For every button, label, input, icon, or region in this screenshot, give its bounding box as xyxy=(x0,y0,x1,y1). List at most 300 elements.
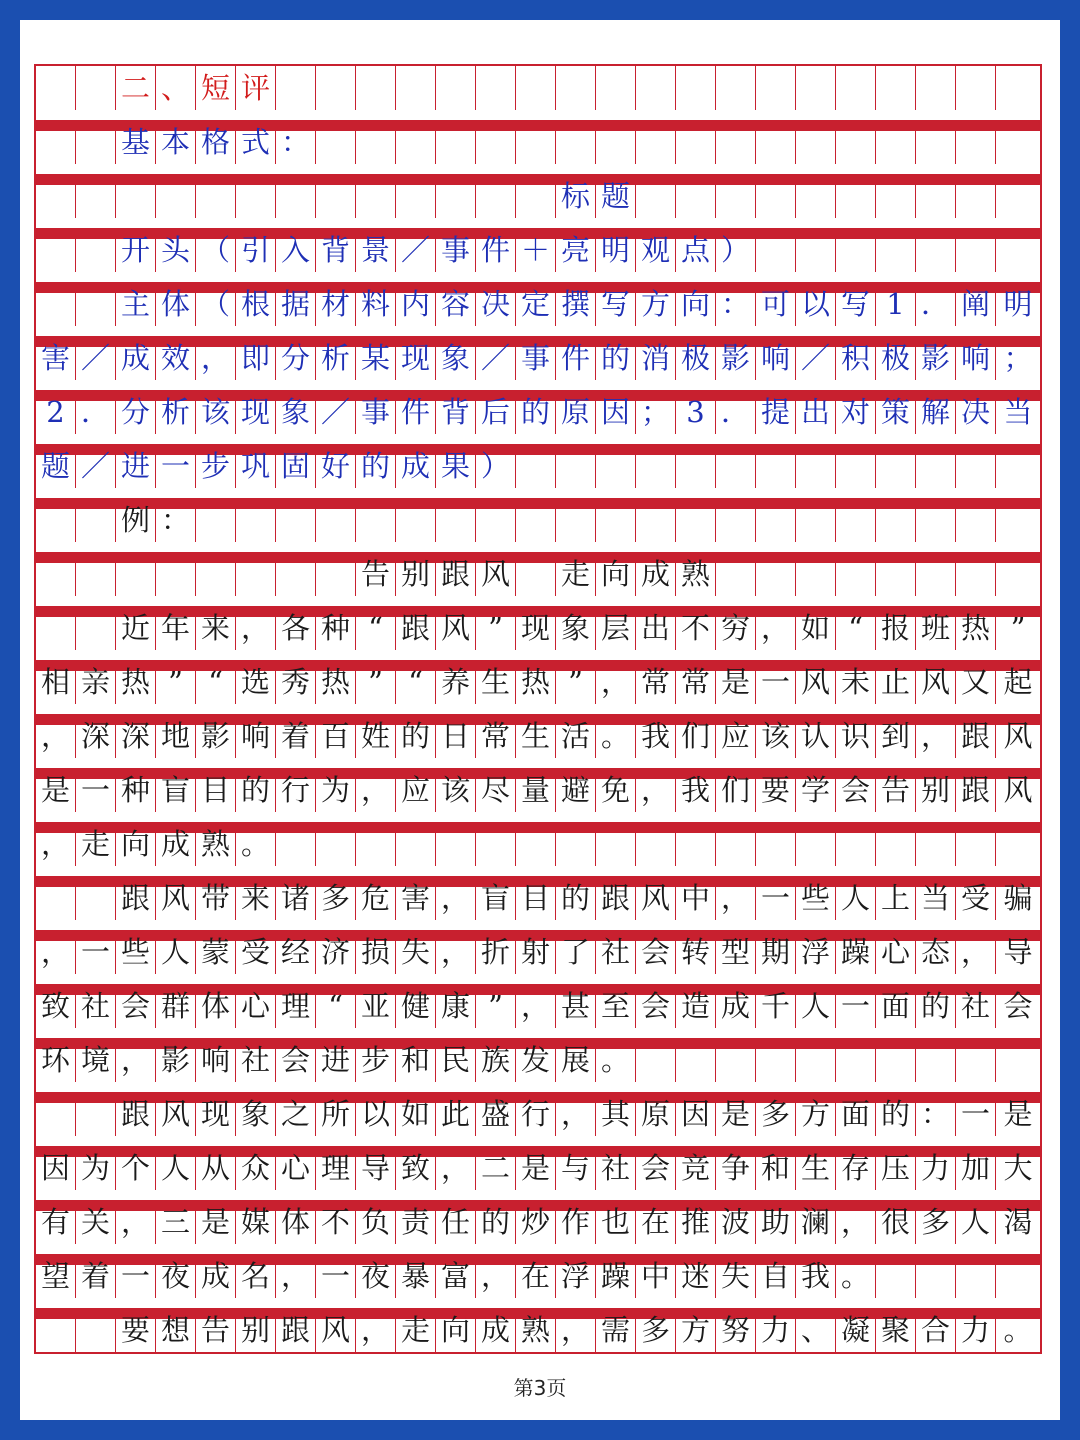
grid-cell xyxy=(556,120,596,164)
grid-cell: 诸 xyxy=(276,876,316,920)
grid-cell: ， xyxy=(836,1200,876,1244)
grid-cell: 式 xyxy=(236,120,276,164)
grid-cell: （ xyxy=(196,228,236,272)
grid-cell xyxy=(756,552,796,596)
grid-cell: 材 xyxy=(316,282,356,326)
grid-cell xyxy=(956,822,996,866)
grid-cell xyxy=(556,66,596,110)
grid-row xyxy=(36,930,1040,984)
grid-cell xyxy=(476,822,516,866)
grid-cell: 风 xyxy=(796,660,836,704)
grid-cell: 跟 xyxy=(436,552,476,596)
grid-cell: 体 xyxy=(196,984,236,1028)
grid-cell: 风 xyxy=(156,876,196,920)
grid-cell: ： xyxy=(716,282,756,326)
grid-cell: 秀 xyxy=(276,660,316,704)
grid-cell xyxy=(36,552,76,596)
grid-cell: 成 xyxy=(156,822,196,866)
grid-cell: “ xyxy=(356,606,396,650)
grid-cell: 步 xyxy=(356,1038,396,1082)
grid-cell: 相 xyxy=(36,660,76,704)
grid-cell: 引 xyxy=(236,228,276,272)
grid-cell xyxy=(76,120,116,164)
grid-cell xyxy=(76,1308,116,1352)
grid-cell xyxy=(516,822,556,866)
grid-cell: ” xyxy=(556,660,596,704)
grid-cell: 固 xyxy=(276,444,316,488)
grid-row xyxy=(36,822,1040,876)
grid-cell: ： xyxy=(276,120,316,164)
grid-cell xyxy=(876,822,916,866)
grid-cell xyxy=(76,228,116,272)
grid-cell: 深 xyxy=(76,714,116,758)
grid-cell: 主 xyxy=(116,282,156,326)
grid-cell: 生 xyxy=(796,1146,836,1190)
grid-cell: 百 xyxy=(316,714,356,758)
grid-cell xyxy=(36,1308,76,1352)
grid-cell: 民 xyxy=(436,1038,476,1082)
grid-cell: 消 xyxy=(636,336,676,380)
grid-cell: 别 xyxy=(236,1308,276,1352)
grid-cell xyxy=(916,552,956,596)
grid-cell xyxy=(716,66,756,110)
grid-cell: 亚 xyxy=(356,984,396,1028)
grid-cell: 生 xyxy=(476,660,516,704)
grid-cell: 夜 xyxy=(156,1254,196,1298)
grid-cell: 活 xyxy=(556,714,596,758)
grid-cell xyxy=(476,174,516,218)
grid-cell: 面 xyxy=(876,984,916,1028)
grid-cell: 后 xyxy=(476,390,516,434)
grid-cell: 有 xyxy=(36,1200,76,1244)
grid-cell: 的 xyxy=(516,390,556,434)
grid-cell xyxy=(996,66,1040,110)
grid-cell: 尽 xyxy=(476,768,516,812)
grid-cell: 原 xyxy=(636,1092,676,1136)
grid-cell: 免 xyxy=(596,768,636,812)
grid-cell: 很 xyxy=(876,1200,916,1244)
grid-cell xyxy=(356,66,396,110)
grid-cell: 3 xyxy=(676,390,716,434)
grid-cell: 现 xyxy=(196,1092,236,1136)
grid-cell: 根 xyxy=(236,282,276,326)
grid-cell xyxy=(876,66,916,110)
grid-cell: 亮 xyxy=(556,228,596,272)
grid-cell: 作 xyxy=(556,1200,596,1244)
grid-cell: ， xyxy=(36,714,76,758)
grid-cell: ， xyxy=(756,606,796,650)
grid-cell: 的 xyxy=(596,336,636,380)
grid-cell xyxy=(956,444,996,488)
grid-row xyxy=(36,552,1040,606)
grid-cell xyxy=(316,552,356,596)
grid-cell: 致 xyxy=(36,984,76,1028)
grid-cell: 地 xyxy=(156,714,196,758)
grid-cell: ， xyxy=(356,768,396,812)
grid-cell: 的 xyxy=(556,876,596,920)
grid-cell xyxy=(316,66,356,110)
grid-cell: 媒 xyxy=(236,1200,276,1244)
grid-cell: ／ xyxy=(76,336,116,380)
grid-cell xyxy=(316,120,356,164)
grid-cell xyxy=(796,822,836,866)
grid-cell: ， xyxy=(596,660,636,704)
grid-cell xyxy=(796,66,836,110)
grid-cell: 人 xyxy=(836,876,876,920)
grid-cell: ） xyxy=(716,228,756,272)
grid-cell: 走 xyxy=(556,552,596,596)
grid-cell xyxy=(556,498,596,542)
grid-cell xyxy=(76,66,116,110)
grid-cell: 热 xyxy=(956,606,996,650)
grid-cell: 事 xyxy=(356,390,396,434)
grid-cell: 明 xyxy=(1003,287,1033,321)
grid-cell: 。 xyxy=(836,1254,876,1298)
grid-cell xyxy=(716,120,756,164)
grid-cell: 浮 xyxy=(556,1254,596,1298)
grid-cell: 件 xyxy=(476,228,516,272)
grid-cell xyxy=(676,66,716,110)
grid-cell: 风 xyxy=(916,660,956,704)
grid-cell xyxy=(356,498,396,542)
grid-cell xyxy=(76,174,116,218)
grid-cell: 会 xyxy=(636,930,676,974)
grid-cell xyxy=(836,120,876,164)
grid-cell xyxy=(76,606,116,650)
grid-cell xyxy=(36,876,76,920)
grid-cell: ” xyxy=(156,660,196,704)
grid-cell: ， xyxy=(716,876,756,920)
grid-cell: 是 xyxy=(1003,1097,1033,1131)
grid-cell: 是 xyxy=(36,768,76,812)
grid-row xyxy=(36,1254,1040,1308)
grid-cell: 分 xyxy=(116,390,156,434)
grid-cell: 要 xyxy=(756,768,796,812)
grid-cell: 。 xyxy=(596,1038,636,1082)
grid-cell xyxy=(596,498,636,542)
grid-cell: 开 xyxy=(116,228,156,272)
grid-cell: 的 xyxy=(236,768,276,812)
grid-cell: 原 xyxy=(556,390,596,434)
grid-cell xyxy=(516,120,556,164)
grid-cell xyxy=(956,174,996,218)
grid-cell xyxy=(996,120,1040,164)
grid-cell: 件 xyxy=(396,390,436,434)
grid-cell xyxy=(596,444,636,488)
grid-cell: 浮 xyxy=(796,930,836,974)
grid-cell: 波 xyxy=(716,1200,756,1244)
grid-cell xyxy=(596,66,636,110)
grid-cell: 盲 xyxy=(156,768,196,812)
grid-cell: 识 xyxy=(836,714,876,758)
grid-row xyxy=(36,984,1040,1038)
grid-cell: 了 xyxy=(556,930,596,974)
grid-cell: 发 xyxy=(516,1038,556,1082)
grid-cell: 失 xyxy=(716,1254,756,1298)
grid-cell: 康 xyxy=(436,984,476,1028)
grid-cell: 熟 xyxy=(516,1308,556,1352)
grid-cell: ， xyxy=(476,1254,516,1298)
grid-cell: 分 xyxy=(276,336,316,380)
grid-cell: 策 xyxy=(876,390,916,434)
grid-cell xyxy=(36,606,76,650)
grid-cell: 中 xyxy=(636,1254,676,1298)
writing-grid xyxy=(34,64,1042,1354)
grid-cell: 头 xyxy=(156,228,196,272)
grid-cell: 可 xyxy=(756,282,796,326)
grid-cell: 阐 xyxy=(956,282,996,326)
grid-cell: 容 xyxy=(436,282,476,326)
grid-cell xyxy=(596,120,636,164)
grid-cell: 族 xyxy=(476,1038,516,1082)
grid-cell: 名 xyxy=(236,1254,276,1298)
grid-cell: 至 xyxy=(596,984,636,1028)
grid-cell: 解 xyxy=(916,390,956,434)
grid-cell xyxy=(996,174,1040,218)
grid-cell: 来 xyxy=(196,606,236,650)
grid-cell: 跟 xyxy=(116,876,156,920)
grid-cell xyxy=(956,1254,996,1298)
grid-cell: 种 xyxy=(316,606,356,650)
grid-cell: ， xyxy=(196,336,236,380)
grid-cell: 导 xyxy=(356,1146,396,1190)
grid-cell: 负 xyxy=(356,1200,396,1244)
grid-cell: 们 xyxy=(716,768,756,812)
grid-cell: 些 xyxy=(116,930,156,974)
grid-cell xyxy=(716,498,756,542)
grid-cell xyxy=(636,174,676,218)
grid-row xyxy=(36,1200,1040,1254)
grid-cell xyxy=(756,822,796,866)
grid-cell: 现 xyxy=(516,606,556,650)
grid-cell xyxy=(316,498,356,542)
grid-row xyxy=(36,606,1040,660)
grid-cell: 影 xyxy=(156,1038,196,1082)
grid-cell: 。 xyxy=(1003,1313,1033,1347)
grid-cell: ， xyxy=(36,930,76,974)
grid-cell: 如 xyxy=(396,1092,436,1136)
grid-cell: 进 xyxy=(316,1038,356,1082)
grid-cell xyxy=(116,552,156,596)
grid-cell: 失 xyxy=(396,930,436,974)
grid-cell: 也 xyxy=(596,1200,636,1244)
grid-cell xyxy=(956,1038,996,1082)
grid-row xyxy=(36,336,1040,390)
grid-cell xyxy=(436,66,476,110)
grid-cell: 向 xyxy=(596,552,636,596)
grid-cell: 甚 xyxy=(556,984,596,1028)
grid-cell xyxy=(276,822,316,866)
grid-cell xyxy=(636,822,676,866)
grid-cell: 力 xyxy=(956,1308,996,1352)
grid-cell: 提 xyxy=(756,390,796,434)
grid-cell: 以 xyxy=(356,1092,396,1136)
grid-cell: ” xyxy=(356,660,396,704)
grid-cell: 人 xyxy=(156,930,196,974)
grid-cell: 成 xyxy=(116,336,156,380)
grid-row xyxy=(36,660,1040,714)
grid-cell xyxy=(716,1038,756,1082)
grid-cell: 折 xyxy=(476,930,516,974)
grid-cell: 年 xyxy=(156,606,196,650)
grid-cell xyxy=(276,66,316,110)
grid-cell: 成 xyxy=(196,1254,236,1298)
grid-cell: 跟 xyxy=(956,768,996,812)
grid-cell xyxy=(516,174,556,218)
grid-cell xyxy=(916,120,956,164)
grid-cell: 件 xyxy=(556,336,596,380)
grid-cell xyxy=(476,120,516,164)
grid-cell xyxy=(196,174,236,218)
grid-cell: 风 xyxy=(1003,719,1033,753)
grid-cell xyxy=(676,1038,716,1082)
grid-cell: 些 xyxy=(796,876,836,920)
grid-cell: 层 xyxy=(596,606,636,650)
grid-cell: 个 xyxy=(116,1146,156,1190)
grid-cell: 常 xyxy=(476,714,516,758)
grid-cell: 力 xyxy=(916,1146,956,1190)
grid-cell: 致 xyxy=(396,1146,436,1190)
grid-cell: 景 xyxy=(356,228,396,272)
grid-cell: 害 xyxy=(36,336,76,380)
grid-cell: 事 xyxy=(436,228,476,272)
grid-cell: 蒙 xyxy=(196,930,236,974)
grid-cell: 是 xyxy=(716,660,756,704)
grid-cell: 不 xyxy=(316,1200,356,1244)
grid-cell: 报 xyxy=(876,606,916,650)
grid-cell: 出 xyxy=(636,606,676,650)
grid-cell xyxy=(836,228,876,272)
grid-cell xyxy=(476,66,516,110)
grid-cell: 效 xyxy=(156,336,196,380)
grid-cell: 大 xyxy=(1003,1151,1033,1185)
grid-cell xyxy=(956,552,996,596)
grid-cell: 即 xyxy=(236,336,276,380)
grid-cell: 响 xyxy=(956,336,996,380)
grid-cell xyxy=(76,876,116,920)
grid-cell: 经 xyxy=(276,930,316,974)
grid-cell: 多 xyxy=(316,876,356,920)
grid-cell: 健 xyxy=(396,984,436,1028)
grid-cell: 多 xyxy=(916,1200,956,1244)
grid-cell: 的 xyxy=(356,444,396,488)
grid-cell: 体 xyxy=(276,1200,316,1244)
grid-cell: 如 xyxy=(796,606,836,650)
grid-row xyxy=(36,120,1040,174)
grid-cell: 一 xyxy=(756,876,796,920)
grid-cell: 心 xyxy=(276,1146,316,1190)
grid-cell: ． xyxy=(916,282,956,326)
grid-cell: 导 xyxy=(1003,935,1033,969)
grid-cell: 题 xyxy=(36,444,76,488)
grid-cell: 来 xyxy=(236,876,276,920)
grid-cell xyxy=(916,66,956,110)
grid-cell: 评 xyxy=(236,66,276,110)
grid-cell: 热 xyxy=(116,660,156,704)
grid-cell xyxy=(836,822,876,866)
grid-cell: 人 xyxy=(956,1200,996,1244)
grid-cell xyxy=(676,444,716,488)
grid-cell: 不 xyxy=(676,606,716,650)
grid-cell xyxy=(36,228,76,272)
grid-cell: 中 xyxy=(676,876,716,920)
grid-cell: 体 xyxy=(156,282,196,326)
grid-cell xyxy=(996,552,1040,596)
grid-cell xyxy=(116,174,156,218)
grid-cell: 会 xyxy=(636,984,676,1028)
grid-cell xyxy=(916,228,956,272)
grid-cell xyxy=(396,174,436,218)
grid-cell xyxy=(996,498,1040,542)
grid-cell: 以 xyxy=(796,282,836,326)
grid-cell: 据 xyxy=(276,282,316,326)
grid-cell xyxy=(716,552,756,596)
grid-cell xyxy=(276,552,316,596)
grid-cell xyxy=(636,120,676,164)
grid-cell xyxy=(836,444,876,488)
grid-cell: 好 xyxy=(316,444,356,488)
grid-cell: 内 xyxy=(396,282,436,326)
grid-cell: 1 xyxy=(876,282,916,326)
grid-cell: 题 xyxy=(596,174,636,218)
grid-cell: 上 xyxy=(876,876,916,920)
grid-cell: 标 xyxy=(556,174,596,218)
grid-cell: 选 xyxy=(236,660,276,704)
grid-cell: 和 xyxy=(396,1038,436,1082)
grid-cell xyxy=(36,174,76,218)
grid-cell: 目 xyxy=(196,768,236,812)
grid-cell xyxy=(876,552,916,596)
grid-row xyxy=(36,282,1040,336)
grid-cell: ， xyxy=(436,876,476,920)
grid-cell xyxy=(436,174,476,218)
grid-cell: ” xyxy=(476,984,516,1028)
grid-cell: 影 xyxy=(196,714,236,758)
grid-cell: 成 xyxy=(476,1308,516,1352)
grid-cell: 格 xyxy=(196,120,236,164)
grid-cell xyxy=(156,552,196,596)
grid-cell: 对 xyxy=(836,390,876,434)
grid-cell: ／ xyxy=(476,336,516,380)
grid-row xyxy=(36,876,1040,930)
grid-row xyxy=(36,174,1040,228)
grid-cell: 关 xyxy=(76,1200,116,1244)
grid-cell: 盲 xyxy=(476,876,516,920)
grid-cell: 着 xyxy=(276,714,316,758)
grid-row xyxy=(36,66,1040,120)
grid-cell xyxy=(796,228,836,272)
grid-cell: 心 xyxy=(876,930,916,974)
grid-row xyxy=(36,444,1040,498)
composition-paper xyxy=(20,20,1060,1420)
grid-cell xyxy=(916,1038,956,1082)
grid-cell: 跟 xyxy=(596,876,636,920)
grid-cell xyxy=(396,66,436,110)
grid-cell: ／ xyxy=(796,336,836,380)
grid-cell: 点 xyxy=(676,228,716,272)
grid-cell xyxy=(756,444,796,488)
grid-cell: 该 xyxy=(756,714,796,758)
grid-cell: 方 xyxy=(676,1308,716,1352)
grid-cell: 、 xyxy=(796,1308,836,1352)
grid-cell: 跟 xyxy=(956,714,996,758)
grid-cell: 别 xyxy=(916,768,956,812)
grid-cell: 想 xyxy=(156,1308,196,1352)
grid-cell: 亲 xyxy=(76,660,116,704)
grid-cell xyxy=(196,498,236,542)
grid-cell: 风 xyxy=(316,1308,356,1352)
grid-cell: 聚 xyxy=(876,1308,916,1352)
